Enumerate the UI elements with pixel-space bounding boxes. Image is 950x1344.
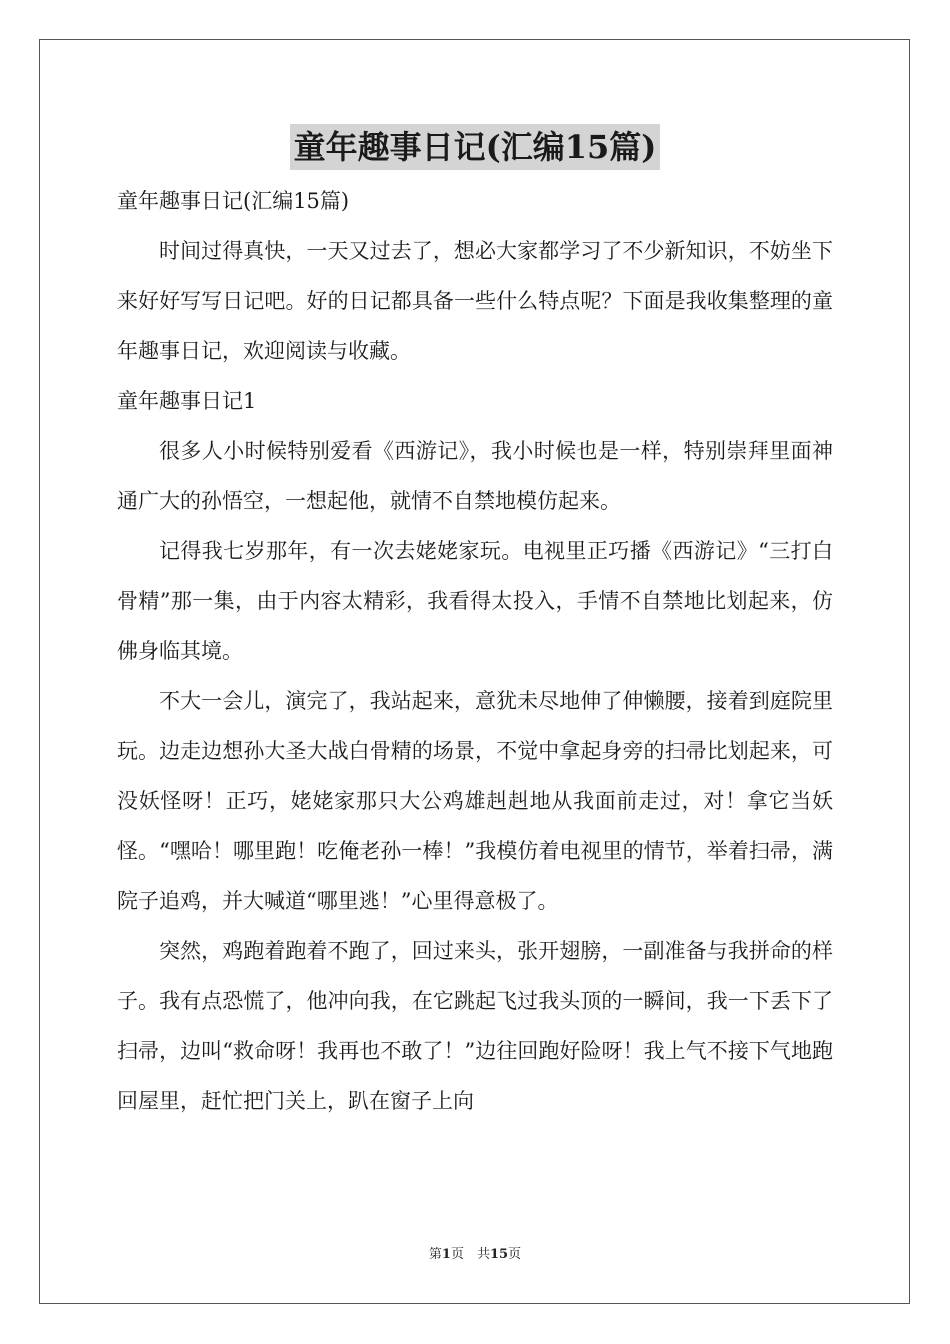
document-body [117, 176, 833, 1126]
body-paragraph: 记得我七岁那年，有一次去姥姥家玩。电视里正巧播《西游记》“三打白骨精”那一集，由于内容太精彩，我看得太投入，手情不自禁地比划起来，仿佛身临其境。 [117, 539, 833, 663]
body-paragraph: 很多人小时候特别爱看《西游记》，我小时候也是一样，特别崇拜里面神通广大的孙悟空，一想起他，就情不自禁地模仿起来。 [117, 439, 833, 513]
body-paragraph: 突然，鸡跑着跑着不跑了，回过来头，张开翅膀，一副准备与我拼命的样子。我有点恐慌了，他冲向我，在它跳起飞过我头顶的一瞬间，我一下丢下了扫帚，边叫“救命呀！我再也不敢了！”边往回跑好险呀！我上气不接下气地跑回屋里，赶忙把门关上，趴在窗子上向 [117, 939, 833, 1113]
intro-paragraph: 时间过得真快，一天又过去了，想必大家都学习了不少新知识，不妨坐下来好好写写日记吧。好的日记都具备一些什么特点呢？下面是我收集整理的童年趣事日记，欢迎阅读与收藏。 [117, 239, 833, 363]
document-subtitle: 童年趣事日记(汇编15篇) [117, 189, 350, 213]
footer-prefix: 第 [428, 1247, 442, 1262]
section-heading: 童年趣事日记1 [117, 389, 257, 413]
footer-page-total: 15 [489, 1247, 509, 1262]
footer-mid: 页 共 [450, 1247, 490, 1262]
document-title: 童年趣事日记(汇编15篇) [290, 124, 661, 170]
footer-page-number: 1 [441, 1247, 451, 1262]
footer-suffix: 页 [508, 1247, 522, 1262]
page-footer [0, 1246, 950, 1264]
body-paragraph: 不大一会儿，演完了，我站起来，意犹未尽地伸了伸懒腰，接着到庭院里玩。边走边想孙大圣大战白骨精的场景，不觉中拿起身旁的扫帚比划起来，可没妖怪呀！正巧，姥姥家那只大公鸡雄赳赳地从我面前走过，对！拿它当妖怪。“嘿哈！哪里跑！吃俺老孙一棒！”我模仿着电视里的情节，举着扫帚，满院子追鸡，并大喊道“哪里逃！”心里得意极了。 [117, 689, 833, 913]
title-wrap [0, 124, 950, 170]
